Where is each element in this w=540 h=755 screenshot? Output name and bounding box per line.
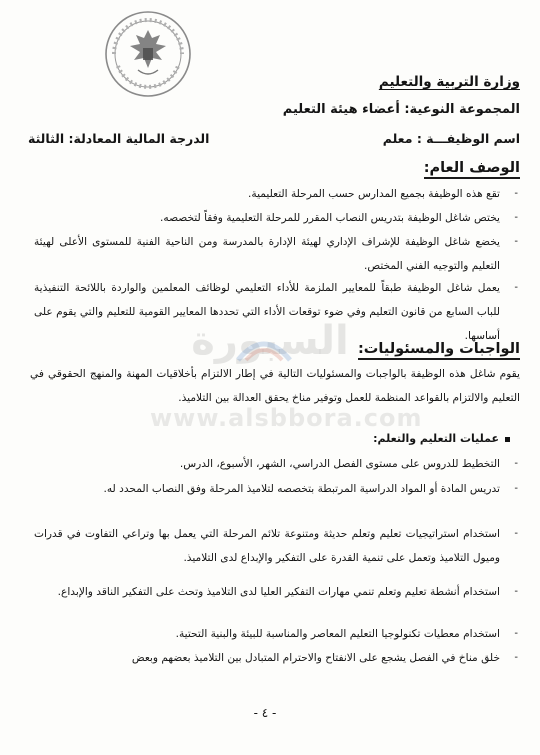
dash-bullet: -	[514, 236, 518, 247]
duty-item-6: خلق مناخ في الفصل يشجع على الانفتاح والاحترام المتبادل بين التلاميذ بعضهم وبعض	[131, 652, 500, 664]
dash-bullet: -	[514, 458, 518, 469]
description-item-4: يعمل شاغل الوظيفة طبقاً للمعايير الملزمة للأداء التعليمي لوظائف المعلمين والواردة باللائحة التنفيذية للباب السابع من قانون التعليم وفي ضوء توقعات الأداء التي تحددها المعايير القومية للتعليم والتي يقوم على أساسها.	[34, 282, 500, 342]
description-item-2: يختص شاغل الوظيفة بتدريس النصاب المقرر للمرحلة التعليمية وفقاً لتخصصه.	[160, 212, 500, 224]
duty-item-3: استخدام استراتيجيات تعليم وتعلم حديثة ومتنوعة تلائم المرحلة التي يعمل بها وتراعي التفاوت في قدرات وميول التلاميذ وتعمل على تنمية القدرة على التفكير والإبداع لدى التلاميذ.	[34, 528, 500, 564]
description-item-3: يخضع شاغل الوظيفة للإشراف الإداري لهيئة الإدارة بالمدرسة ومن الناحية الفنية للمستوى الأعلى لهيئة التعليم والتوجيه الفني المختص.	[34, 236, 500, 272]
duty-item-2: تدريس المادة أو المواد الدراسية المرتبطة بتخصصه لتلاميذ المرحلة وفق النصاب المحدد له.	[103, 483, 500, 495]
general-description-title: الوصف العام:	[424, 160, 520, 176]
dash-bullet: -	[514, 528, 518, 539]
group-line: المجموعة النوعية: أعضاء هيئة التعليم	[282, 102, 520, 117]
dash-bullet: -	[514, 652, 518, 663]
page-number: - ٤ -	[253, 706, 277, 720]
watermark-text: السبورة	[191, 318, 349, 364]
square-bullet-icon	[505, 437, 510, 442]
dash-bullet: -	[514, 628, 518, 639]
duty-item-4: استخدام أنشطة تعليم وتعلم تنمي مهارات التفكير العليا لدى التلاميذ وتحث على التفكير الناقد والإبداع.	[57, 586, 500, 598]
financial-grade: الدرجة المالية المعادلة: الثالثة	[28, 131, 210, 146]
duties-title: الواجبات والمسئوليات:	[358, 341, 520, 357]
dash-bullet: -	[514, 212, 518, 223]
title-underline	[424, 177, 520, 179]
job-title: اسم الوظيفـــة : معلم	[382, 131, 520, 146]
dash-bullet: -	[514, 188, 518, 199]
title-underline	[358, 358, 520, 360]
duty-item-5: استخدام معطيات تكنولوجيا التعليم المعاصر والمناسبة للبيئة والبنية التحتية.	[175, 628, 500, 640]
ministry-title: وزارة التربية والتعليم	[378, 74, 520, 90]
teaching-learning-heading: عمليات التعليم والتعلم:	[373, 432, 510, 445]
dash-bullet: -	[514, 483, 518, 494]
eagle-seal-icon	[100, 8, 196, 100]
dash-bullet: -	[514, 282, 518, 293]
description-item-1: تقع هذه الوظيفة بجميع المدارس حسب المرحلة التعليمية.	[248, 188, 500, 200]
duties-intro: يقوم شاغل هذه الوظيفة بالواجبات والمسئوليات التالية في إطار الالتزام بأخلاقيات المهنة والمنهج الحقوقي في التعليم والالتزام بالقواعد المنظمة للعمل وتوفير مناخ يحقق العدالة بين التلاميذ.	[30, 368, 520, 404]
watermark-url: www.alsbbora.com	[150, 404, 423, 432]
job-row	[20, 131, 520, 151]
duty-item-1: التخطيط للدروس على مستوى الفصل الدراسي، الشهر، الأسبوع، الدرس.	[179, 458, 500, 470]
dash-bullet: -	[514, 586, 518, 597]
